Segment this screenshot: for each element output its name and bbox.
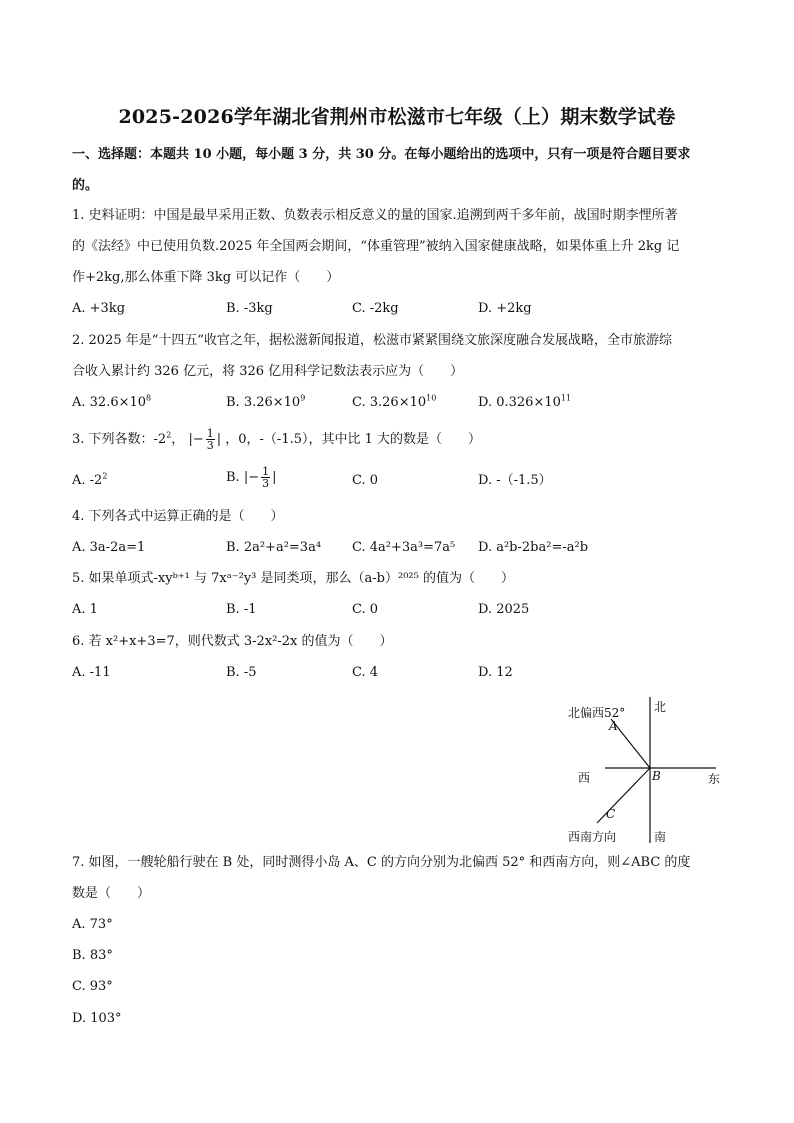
section-heading: 一、选择题：本题共 10 小题，每小题 3 分，共 30 分。在每小题给出的选项中，只有一项是符合题目要求 xyxy=(72,147,691,162)
q2-text-1: 2. 2025 年是“十四五”收官之年，据松滋新闻报道，松滋市紧紧围绕文旅深度融合发展战略，全市旅游综 xyxy=(72,333,673,348)
q7-option-b[interactable]: B. 83° xyxy=(72,948,113,963)
point-c: C xyxy=(606,807,616,821)
q4-option-c[interactable]: C. 4a²+3a³=7a⁵ xyxy=(352,540,456,555)
label-sw: 西南方向 xyxy=(568,830,617,844)
q4-option-d[interactable]: D. a²b-2ba²=-a²b xyxy=(478,540,589,555)
label-north: 北 xyxy=(654,700,667,714)
q3-option-a[interactable]: A. $-2^2$ xyxy=(72,471,108,488)
q7-option-a[interactable]: A. 73° xyxy=(72,917,113,932)
q5-option-b[interactable]: B. -1 xyxy=(226,602,257,617)
q2-option-b[interactable]: B. $3.26\times 10^9$ xyxy=(226,393,306,410)
label-nw52: 北偏西52° xyxy=(568,706,626,720)
q6-option-b[interactable]: B. -5 xyxy=(226,665,257,680)
q1-text-1: 1. 史料证明：中国是最早采用正数、负数表示相反意义的量的国家.追溯到两千多年前，战国时期李悝所著 xyxy=(72,208,678,223)
direction-diagram xyxy=(560,695,730,845)
point-a: A xyxy=(609,719,618,733)
q1-option-c[interactable]: C. -2kg xyxy=(352,301,399,316)
ray-bc xyxy=(597,768,650,823)
q5-option-d[interactable]: D. 2025 xyxy=(478,602,530,617)
label-south: 南 xyxy=(654,830,667,844)
q2-text-2: 合收入累计约 326 亿元，将 326 亿用科学记数法表示应为（ ） xyxy=(72,364,464,379)
q7-text-2: 数是（ ） xyxy=(72,886,151,901)
q7-text-1: 7. 如图，一艘轮船行驶在 B 处，同时测得小岛 A、C 的方向分别为北偏西 52° 和西南方向，则∠ABC 的度 xyxy=(72,855,691,870)
section-heading-cont: 的。 xyxy=(72,178,99,193)
label-east: 东 xyxy=(708,772,721,786)
q3-option-b[interactable]: B. |− $\frac{1}{3}$ | xyxy=(226,465,277,490)
q3-option-c[interactable]: C. 0 xyxy=(352,473,379,488)
q4-option-b[interactable]: B. 2a²+a²=3a⁴ xyxy=(226,540,322,555)
q1-option-a[interactable]: A. +3kg xyxy=(72,301,126,316)
q1-option-b[interactable]: B. -3kg xyxy=(226,301,273,316)
q5-option-a[interactable]: A. 1 xyxy=(72,602,98,617)
q6-option-d[interactable]: D. 12 xyxy=(478,665,513,680)
q2-option-c[interactable]: C. $3.26\times 10^{10}$ xyxy=(352,393,437,410)
q6-option-a[interactable]: A. -11 xyxy=(72,665,111,680)
label-west: 西 xyxy=(578,771,591,785)
q6-text: 6. 若 x²+x+3=7，则代数式 3-2x²-2x 的值为（ ） xyxy=(72,634,393,649)
q2-option-d[interactable]: D. $0.326\times 10^{11}$ xyxy=(478,393,572,410)
q6-option-c[interactable]: C. 4 xyxy=(352,665,379,680)
q4-option-a[interactable]: A. 3a-2a=1 xyxy=(72,540,146,555)
page-title: 2025-2026学年湖北省荆州市松滋市七年级（上）期末数学试卷 xyxy=(118,106,676,128)
point-b: B xyxy=(652,769,661,783)
q2-option-a[interactable]: A. $32.6\times 10^8$ xyxy=(72,393,152,410)
q5-option-c[interactable]: C. 0 xyxy=(352,602,379,617)
q4-text: 4. 下列各式中运算正确的是（ ） xyxy=(72,509,284,524)
q3-option-d[interactable]: D. -（-1.5） xyxy=(478,473,552,488)
q1-text-2: 的《法经》中已使用负数.2025 年全国两会期间，“体重管理”被纳入国家健康战略，如果体重上升 2kg 记 xyxy=(72,239,680,254)
q5-text: 5. 如果单项式-xyᵇ⁺¹ 与 7xᵃ⁻²y³ 是同类项，那么（a-b）²⁰²⁵ 的值为（ ） xyxy=(72,571,514,586)
q3-text: 3. 下列各数：$-2^2$， |− $\frac{1}{3}$ | ，0，-（-1.5），其中比 1 大的数是（ ） xyxy=(72,427,482,452)
q7-option-d[interactable]: D. 103° xyxy=(72,1011,122,1026)
q1-text-3: 作+2kg,那么体重下降 3kg 可以记作（ ） xyxy=(72,270,340,285)
abs-fraction: |− $\frac{1}{3}$ | xyxy=(188,427,222,452)
q1-option-d[interactable]: D. +2kg xyxy=(478,301,532,316)
q7-option-c[interactable]: C. 93° xyxy=(72,979,113,994)
